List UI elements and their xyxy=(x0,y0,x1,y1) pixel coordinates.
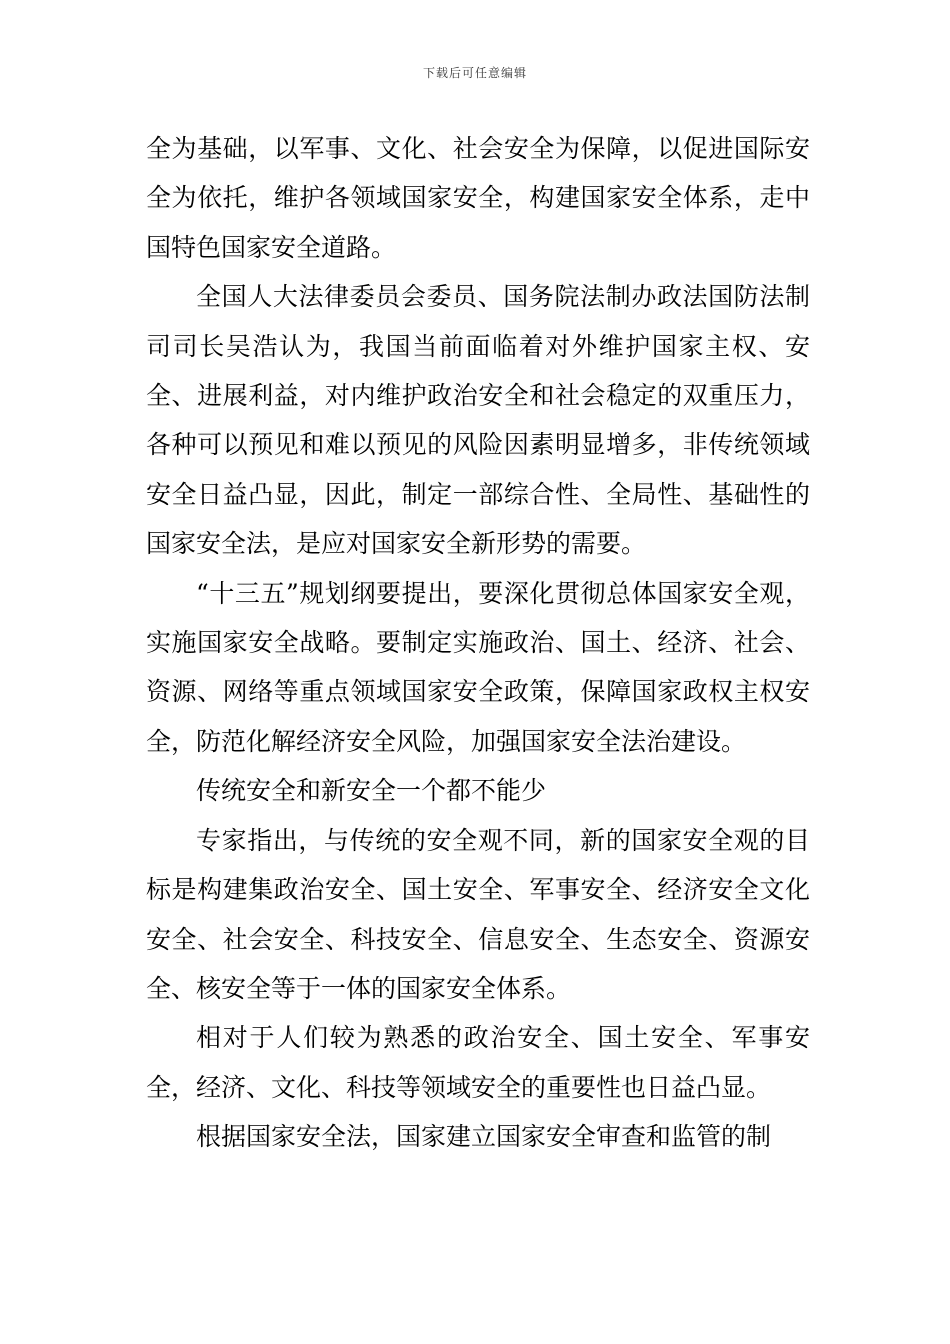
paragraph: 全为基础，以军事、文化、社会安全为保障，以促进国际安全为依托，维护各领域国家安全，构建国家安全体系，走中国特色国家安全道路。 xyxy=(146,134,810,262)
section-heading: 传统安全和新安全一个都不能少 xyxy=(196,776,547,806)
paragraph: 根据国家安全法，国家建立国家安全审查和监管的制 xyxy=(196,1122,772,1152)
document-body xyxy=(146,124,810,1162)
paragraph: “十三五”规划纲要提出，要深化贯彻总体国家安全观，实施国家安全战略。要制定实施政治、国土、经济、社会、资源、网络等重点领域国家安全政策，保障国家政权主权安全，防范化解经济安全风险，加强国家安全法治建设。 xyxy=(146,578,810,756)
paragraph: 专家指出，与传统的安全观不同，新的国家安全观的目标是构建集政治安全、国土安全、军事安全、经济安全文化安全、社会安全、科技安全、信息安全、生态安全、资源安全、核安全等于一体的国家安全体系。 xyxy=(146,825,810,1003)
paragraph: 全国人大法律委员会委员、国务院法制办政法国防法制司司长吴浩认为，我国当前面临着对外维护国家主权、安全、进展利益，对内维护政治安全和社会稳定的双重压力，各种可以预见和难以预见的风险因素明显增多，非传统领域安全日益凸显，因此，制定一部综合性、全局性、基础性的国家安全法，是应对国家安全新形势的需要。 xyxy=(146,282,810,559)
page-header: 下载后可任意编辑 xyxy=(422,66,527,80)
paragraph: 相对于人们较为熟悉的政治安全、国土安全、军事安全，经济、文化、科技等领域安全的重要性也日益凸显。 xyxy=(146,1023,810,1102)
